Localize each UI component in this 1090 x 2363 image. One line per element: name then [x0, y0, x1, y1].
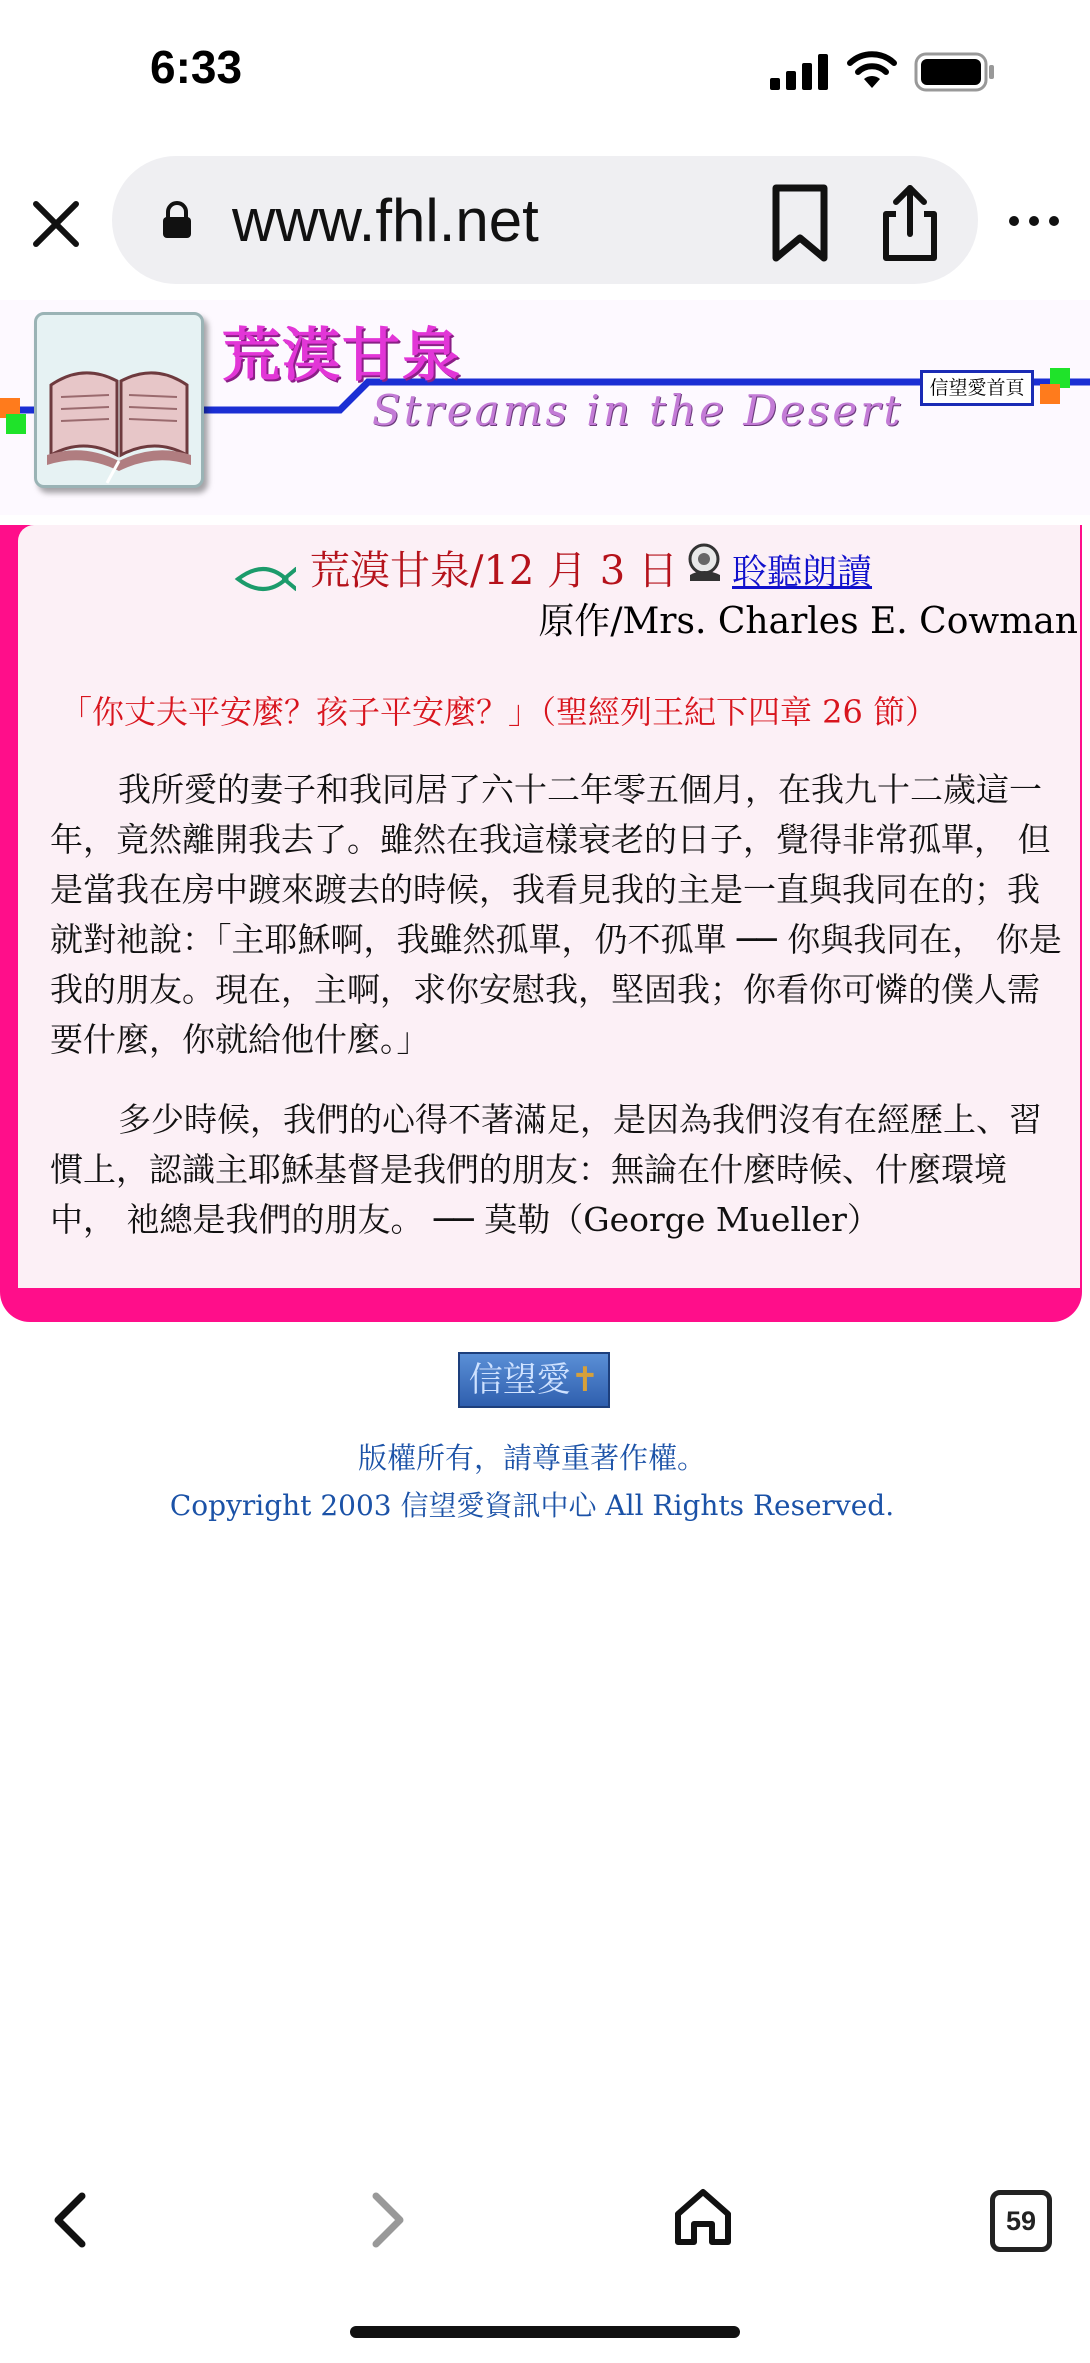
bible-logo[interactable] — [34, 312, 204, 488]
share-icon[interactable] — [872, 180, 948, 264]
forward-icon[interactable] — [356, 2190, 416, 2250]
battery-icon — [914, 52, 996, 92]
article-card — [18, 525, 1080, 1288]
tabs-button[interactable]: 59 — [990, 2190, 1052, 2252]
banner-title: 荒漠甘泉 — [222, 321, 463, 389]
close-button[interactable] — [22, 190, 90, 258]
home-page-link[interactable]: 信望愛首頁 — [920, 370, 1034, 406]
article-heading: 荒漠甘泉/12 月 3 日 — [310, 548, 678, 594]
banner-subtitle: Streams in the Desert — [372, 386, 904, 435]
status-bar — [0, 0, 1090, 140]
listen-link[interactable]: 聆聽朗讀 — [732, 553, 873, 593]
article-frame — [0, 525, 1082, 1322]
article-paragraph-1: 我所愛的妻子和我同居了六十二年零五個月，在我九十二歲這一年，竟然離開我去了。雖然在我這樣衰老的日子，覺得非常孤單， 但是當我在房中踱來踱去的時候，我看見我的主是一直與我同在的；我就對祂說：「主耶穌啊，我雖然孤單，仍不孤單 ── 你與我同在， 你是我的朋友。現在，主啊，求你安慰我，堅固我；你看你可憐的僕人需要什麼，你就給他什麼。」 — [50, 770, 1062, 1059]
copyright-line: Copyright 2003 信望愛資訊中心 All Rights Reserved. — [169, 1489, 895, 1522]
wifi-icon — [846, 50, 898, 90]
lock-icon — [160, 200, 194, 240]
listen-icon[interactable] — [684, 541, 730, 585]
back-icon[interactable] — [42, 2190, 102, 2250]
more-icon[interactable] — [1004, 196, 1064, 246]
site-banner — [0, 300, 1090, 515]
fhl-footer-logo[interactable] — [458, 1352, 610, 1408]
decor-square-orange-right — [1040, 384, 1060, 404]
scripture-verse: 「你丈夫平安麼？孩子平安麼？」（聖經列王紀下四章 26 節） — [60, 693, 938, 731]
author-line: 原作/Mrs. Charles E. Cowman — [538, 601, 1078, 642]
copyright-notice: 版權所有，請尊重著作權。 — [357, 1441, 706, 1475]
signal-icon — [770, 54, 830, 90]
fish-icon — [234, 565, 296, 593]
status-time: 6:33 — [150, 41, 243, 93]
browser-bottom-nav — [0, 2170, 1090, 2270]
home-icon[interactable] — [670, 2184, 736, 2250]
decor-square-green-left — [6, 414, 26, 434]
url-text[interactable]: www.fhl.net — [232, 187, 539, 254]
home-indicator — [350, 2326, 740, 2338]
article-paragraph-2: 多少時候，我們的心得不著滿足，是因為我們沒有在經歷上、習慣上，認識主耶穌基督是我們的朋友：無論在什麼時候、什麼環境中， 祂總是我們的朋友。 ── 莫勒（George Mueller） — [50, 1100, 1042, 1239]
cross-icon: ✝ — [570, 1360, 600, 1400]
bookmark-icon[interactable] — [762, 182, 838, 264]
footer-logo-text: 信望愛 — [468, 1360, 571, 1400]
address-bar[interactable] — [112, 156, 978, 284]
bible-icon — [37, 315, 201, 485]
